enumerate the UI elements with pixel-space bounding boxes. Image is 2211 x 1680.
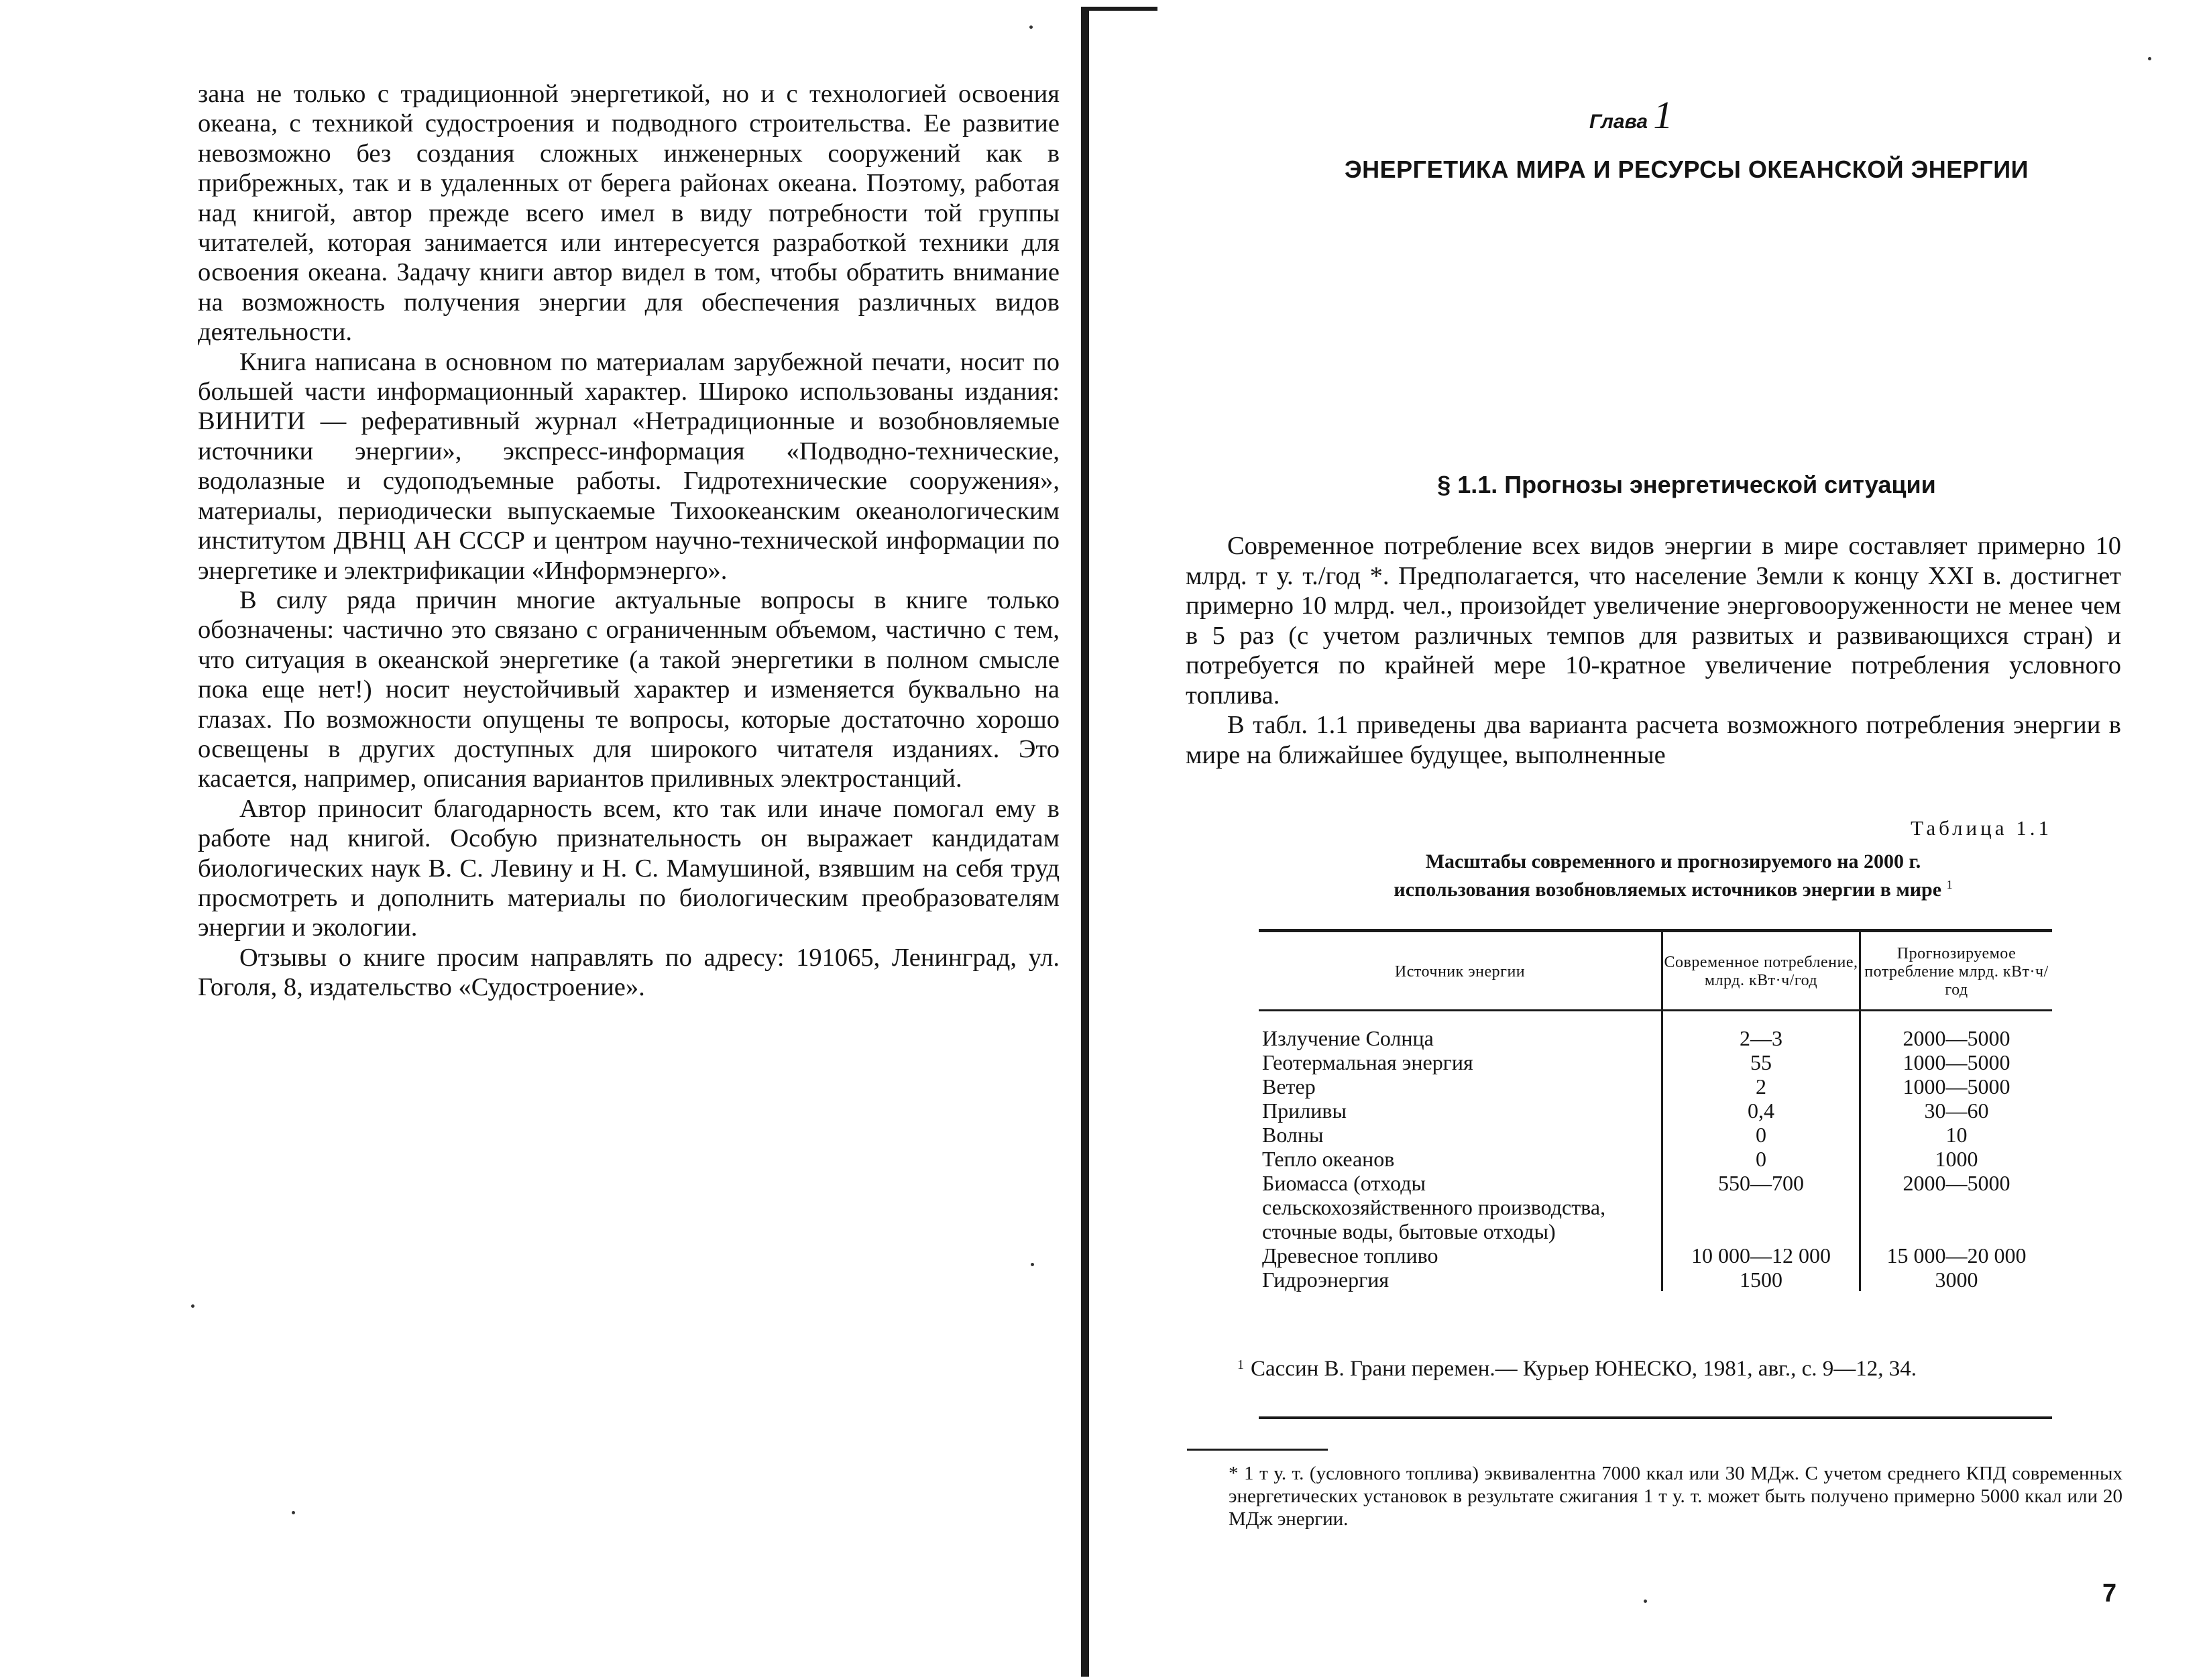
table-bottom-rule <box>1259 1416 2052 1419</box>
table-header-source: Источник энергии <box>1394 962 1526 981</box>
scan-speck <box>1029 25 1033 29</box>
table-cell-forecast: 10 <box>1945 1123 1968 1147</box>
right-body <box>1186 531 2121 770</box>
chapter-label <box>1589 93 1858 137</box>
table-cell-forecast: 3000 <box>1935 1268 1978 1292</box>
table-cell-current: 550—700 <box>1718 1171 1804 1195</box>
table-header-rule <box>1259 1009 2052 1011</box>
footnote-rule <box>1187 1449 1328 1451</box>
table-cell-source: Приливы <box>1262 1099 1347 1123</box>
table-cell-source: Ветер <box>1262 1074 1316 1099</box>
scan-speck <box>1031 1263 1034 1266</box>
section-title: § 1.1. Прогнозы энергетической ситуации <box>1437 471 1936 498</box>
table-cell-current: 0,4 <box>1748 1099 1774 1123</box>
page-footnote-text: * 1 т у. т. (условного топлива) эквивалентна 7000 ккал или 30 МДж. С учетом среднего КПД современных энергетических установок в результате сжигания 1 т у. т. может быть получено примерно 5000 ккал или 20 МДж энергии. <box>1229 1463 2122 1530</box>
page-number: 7 <box>2102 1579 2117 1608</box>
table-caption-line <box>1227 873 2119 901</box>
spine-cap-mark <box>1084 7 1157 11</box>
table-caption-line: Масштабы современного и прогнозируемого на 2000 г. <box>1425 850 1921 873</box>
table-top-rule <box>1259 929 2052 932</box>
table-cell-current: 10 000—12 000 <box>1691 1243 1831 1268</box>
chapter-title: ЭНЕРГЕТИКА МИРА И РЕСУРСЫ ОКЕАНСКОЙ ЭНЕРГИИ <box>1345 156 2029 183</box>
left-page <box>198 79 1060 1003</box>
left-paragraph: Автор приносит благодарность всем, кто так или иначе помогал ему в работе над книгой. Особую признательность он выражает кандидатам биологических наук В. С. Левину и Н. С. Мамушиной, взявшим на себя труд просмотреть и дополнить материалы по биологическим преобразователям энергии и экологии. <box>198 794 1060 942</box>
table-caption-line-text: использования возобновляемых источников энергии в мире <box>1394 879 1942 901</box>
table-header-forecast: Прогнозируемое потребление млрд. кВт·ч/год <box>1864 944 2049 999</box>
table-caption <box>1227 850 2119 901</box>
scan-speck <box>191 1304 194 1308</box>
left-paragraph: зана не только с традиционной энергетикой, но и с технологией освоения океана, с техникой судостроения и подводного строительства. Ее развитие невозможно без создания сложных инженерных сооружений как в прибрежных, так и в удаленных от берега районах океана. Поэтому, работая над книгой, автор прежде всего имел в виду потребности той группы читателей, которая занимается или интересуется разработкой техники для освоения океана. Задачу книги автор видел в том, чтобы обратить внимание на возможность получения энергии для обеспечения различных видов деятельности. <box>198 80 1060 347</box>
chapter-label-text: Глава <box>1589 111 1648 133</box>
table-cell-source: Излучение Солнца <box>1262 1026 1434 1050</box>
table-header-current: Современное потребление, млрд. кВт·ч/год <box>1664 954 1858 989</box>
table-cell-current: 0 <box>1756 1147 1766 1171</box>
table-cell-forecast: 1000—5000 <box>1903 1074 2010 1099</box>
table-cell-forecast: 1000—5000 <box>1903 1050 2010 1074</box>
table-footnote-text: Сассин В. Грани перемен.— Курьер ЮНЕСКО, 1981, авг., с. 9—12, 34. <box>1251 1357 1917 1381</box>
left-paragraph: В силу ряда причин многие актуальные вопросы в книге только обозначены: частично это связано с ограниченным объемом, частично с тем, что ситуация в океанской энергетике (а такой энергетики в полном смысле пока еще нет!) носит неустойчивый характер и изменяется буквально на глазах. По возможности опущены те вопросы, которые достаточно хорошо освещены в других доступных для широкого читателя изданиях. Это касается, например, описания вариантов приливных электростанций. <box>198 585 1060 793</box>
table-cell-forecast: 2000—5000 <box>1903 1026 2010 1050</box>
table-cell-source: Волны <box>1262 1123 1324 1147</box>
table-cell-source: Гидроэнергия <box>1262 1268 1390 1292</box>
left-paragraph: Отзывы о книге просим направлять по адресу: 191065, Ленинград, ул. Гоголя, 8, издательство «Судостроение». <box>198 943 1060 1002</box>
table-cell-source: Геотермальная энергия <box>1262 1050 1473 1074</box>
right-paragraph: Современное потребление всех видов энергии в мире составляет примерно 10 млрд. т у. т./год *. Предполагается, что население Земли к концу XXI в. достигнет примерно 10 млрд. чел., произойдет увеличение энерговооруженности не менее чем в 5 раз (с учетом различных темпов для развитых и развивающихся стран) и потребуется по крайней мере 10-кратное увеличение потребления условного топлива. <box>1186 532 2121 710</box>
table-cell-current: 2 <box>1756 1074 1766 1099</box>
book-spine <box>1081 7 1089 1677</box>
table-cell-source: Древесное топливо <box>1262 1243 1438 1268</box>
table-footnote <box>1237 1351 2109 1382</box>
right-paragraph: В табл. 1.1 приведены два варианта расчета возможного потребления энергии в мире на ближайшее будущее, выполненные <box>1186 711 2121 769</box>
table-cell-forecast: 30—60 <box>1924 1099 1989 1123</box>
table-cell-forecast: 1000 <box>1935 1147 1978 1171</box>
chapter-number: 1 <box>1653 93 1673 137</box>
table-cell-current: 55 <box>1750 1050 1772 1074</box>
table-cell-current: 0 <box>1756 1123 1766 1147</box>
table-cell-current: 1500 <box>1740 1268 1782 1292</box>
table-cell-current: 2—3 <box>1740 1026 1782 1050</box>
left-paragraph: Книга написана в основном по материалам зарубежной печати, носит по большей части информационный характер. Широко использованы издания: ВИНИТИ — реферативный журнал «Нетрадиционные и возобновляемые источники энергии», экспресс-информация «Подводно-технические, водолазные и судоподъемные работы. Гидротехнические сооружения», материалы, периодически выпускаемые Тихоокеанским океанологическим институтом ДВНЦ АН СССР и центром научно-технической информации по энергетике и электрификации «Информэнерго». <box>198 347 1060 585</box>
page-footnote <box>1187 1462 2122 1530</box>
scan-speck <box>1644 1600 1647 1603</box>
table-cell-source: Тепло океанов <box>1262 1147 1395 1171</box>
table-cell-forecast: 15 000—20 000 <box>1886 1243 2027 1268</box>
table-caption-ref: 1 <box>1946 878 1953 891</box>
table-cell-forecast: 2000—5000 <box>1903 1171 2010 1195</box>
scan-speck <box>292 1511 295 1514</box>
scan-speck <box>2148 57 2151 60</box>
table-cell-source: Биомасса (отходы сельскохозяйственного производства, сточные воды, бытовые отходы) <box>1262 1171 1606 1243</box>
table-label: Таблица 1.1 <box>1911 816 2052 840</box>
table-footnote-mark: 1 <box>1237 1357 1244 1372</box>
